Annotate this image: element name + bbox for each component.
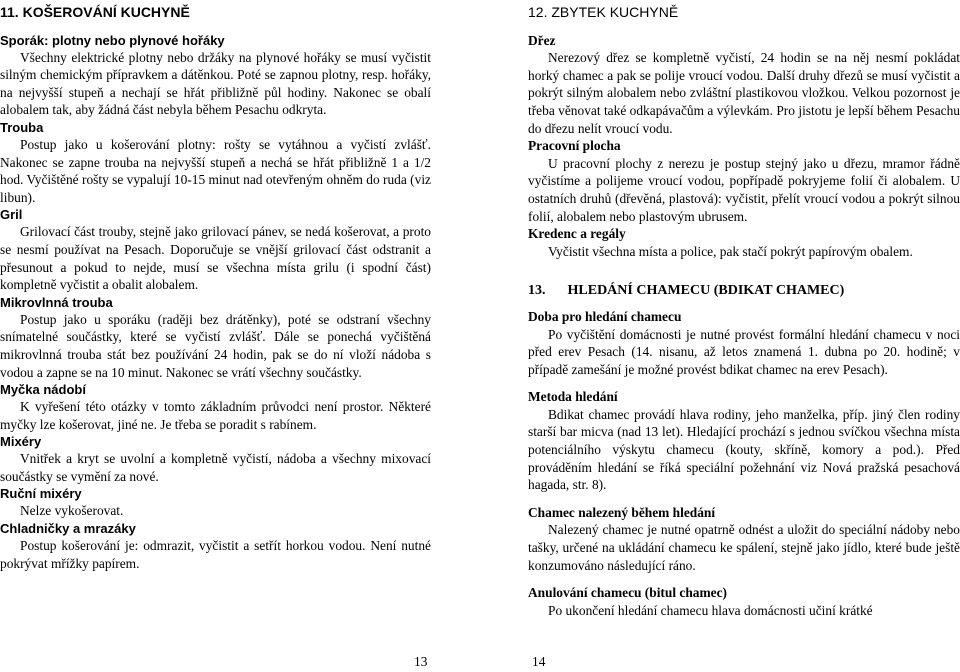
paragraph: K vyřešení této otázky v tomto základním průvodci není prostor. Některé myčky lze košerovat, jiné ne. Je třeba se poradit s rabínem. <box>0 399 431 432</box>
paragraph: Nerezový dřez se kompletně vyčistí, 24 hodin se na něj nesmí pokládat horký chamec a pak se polije vroucí vodou. Další druhy dřezů se musí vyčistit a pokrýt silným alobalem nebo zvláštní plastikovou vložkou. Velkou pozornost je třeba věnovat také odkapávačům a výlevkám. Pro jistotu je lepší během Pesachu do dřezu nelít vroucí vodu. <box>528 50 960 136</box>
paragraph: Nalezený chamec je nutné opatrně odnést a uložit do speciální nádoby nebo tašky, určené na ukládání chamecu ke spálení, stejně jako jídlo, které bude ještě konzumováno následující ráno. <box>528 522 960 573</box>
right-page <box>528 0 960 619</box>
subsection-rucni-mixery <box>0 485 431 520</box>
section-title: 12. ZBYTEK KUCHYNĚ <box>528 4 679 20</box>
paragraph: Postup jako u sporáku (raději bez drátěnky), poté se odstraní všechny snímatelné součástky, které se vyčistí zvlášť. Dále se ponechá vyčištěná mikrovlnná trouba stát bez používání 24 hodin, pak se do ní vloží nádoba s vodou a zapne se na 10 minut. Nakonec se vrátí všechny součástky. <box>0 311 431 380</box>
paragraph: U pracovní plochy z nerezu je postup stejný jako u dřezu, mramor řádně vyčistíme a polijeme vroucí vodou, popřípadě pokryjeme folií či alobalem. U ostatních druhů (dřevěná, plastová): vyčistit, přelít vroucí vodou a pokrýt silnou folií, alobalem nebo plastovým ubrusem. <box>528 155 960 224</box>
subsection-anulovani <box>528 584 960 619</box>
subsection-heading: Pracovní plocha <box>528 138 621 154</box>
subsection-mixery <box>0 433 431 485</box>
paragraph: Bdikat chamec provádí hlava rodiny, jeho manželka, příp. jiný člen rodiny starší bar micva (nad 13 let). Hledající prochází s jednou svíčkou všechna místa potenciálního výskytu chamecu (kouty, skříně, komory a pod.). Před prováděním hledání se říká speciální požehnání viz Nová pražská pesachová hagada, str. 8). <box>528 406 960 493</box>
subsection-heading: Chladničky a mrazáky <box>0 521 136 537</box>
paragraph: Postup košerování je: odmrazit, vyčistit a setřít horkou vodou. Není nutné pokrývat mřížky papírem. <box>0 538 431 571</box>
subsection-doba <box>528 308 960 378</box>
subsection-heading: Kredenc a regály <box>528 226 626 242</box>
subsection-sporak <box>0 32 431 119</box>
subsection-heading: Mixéry <box>0 434 42 450</box>
subsection-pracovni-plocha <box>528 137 960 225</box>
subsection-heading: Sporák: plotny nebo plynové hořáky <box>0 32 225 48</box>
subsection-heading: Myčka nádobí <box>0 382 86 398</box>
subsection-metoda <box>528 388 960 494</box>
subsection-mikrovlnna <box>0 294 431 381</box>
subsection-chladnicky <box>0 520 431 572</box>
subsection-heading: Chamec nalezený během hledání <box>528 504 716 520</box>
subsection-heading: Gril <box>0 207 23 223</box>
subsection-heading: Trouba <box>0 119 44 135</box>
paragraph: Vnitřek a kryt se uvolní a kompletně vyčistí, nádoba a všechny mixovací součástky se vymění za nové. <box>0 451 431 484</box>
subsection-trouba <box>0 119 431 206</box>
subsection-gril <box>0 206 431 293</box>
subsection-heading: Ruční mixéry <box>0 486 82 502</box>
paragraph: Vyčistit všechna místa a police, pak stačí pokrýt papírovým obalem. <box>548 243 913 259</box>
subsection-kredenc <box>528 225 960 260</box>
paragraph: Nelze vykošerovat. <box>20 503 124 519</box>
paragraph: Po ukončení hledání chamecu hlava domácnosti učiní krátké <box>548 602 873 618</box>
subsection-heading: Mikrovlnná trouba <box>0 294 113 310</box>
paragraph: Grilovací část trouby, stejně jako grilovací pánev, se nedá košerovat, a proto se nesmí používat na Pesach. Doporučuje se vnější grilovací část odstranit a přesunout a pokud to nejde, musí se všechna místa grilu (i spodní část) kompletně vyčistit a obalit alobalem. <box>0 224 431 293</box>
section-title-hledani <box>528 282 960 300</box>
section-title: 11. KOŠEROVÁNÍ KUCHYNĚ <box>0 4 190 20</box>
subsection-chamec-nalezeny <box>528 504 960 574</box>
paragraph: Postup jako u košerování plotny: rošty se vytáhnou a vyčistí zvlášť. Nakonec se zapne trouba na nejvyšší stupeň a nechá se hřát přibližně 1 a 1/2 hod. Vyčištěné rošty se vypalují 10-15 minut nad otevřeným ohněm do ruda (viz libun). <box>0 136 431 205</box>
subsection-heading: Anulování chamecu (bitul chamec) <box>528 585 727 601</box>
subsection-mycka <box>0 381 431 433</box>
subsection-drez <box>528 32 960 138</box>
section-number: 13. <box>528 283 546 299</box>
page-number-right: 14 <box>532 654 546 669</box>
paragraph: Všechny elektrické plotny nebo držáky na plynové hořáky se musí vyčistit silným chemickým přípravkem a dátěnkou. Poté se zapnou plotny, resp. hořáky, na nejvyšší stupeň a nechají se hřát přibližně půl hodiny. Nakonec se obalí alobalem tak, aby žádná část nebyla během Pesachu odkryta. <box>0 49 431 118</box>
subsection-heading: Metoda hledání <box>528 389 618 405</box>
subsection-heading: Doba pro hledání chamecu <box>528 308 682 324</box>
page-number-left: 13 <box>414 654 428 669</box>
paragraph: Po vyčištění domácnosti je nutné provést formální hledání chamecu v noci před erev Pesach (14. nisanu, až letos znamená 1. dubna po 20. hodině; v případě zamešání je možné provést bdikat chamec na erev Pesach). <box>528 326 960 377</box>
left-page <box>0 0 431 572</box>
subsection-heading: Dřez <box>528 32 556 48</box>
section-name: HLEDÁNÍ CHAMECU (BDIKAT CHAMEC) <box>567 283 845 299</box>
